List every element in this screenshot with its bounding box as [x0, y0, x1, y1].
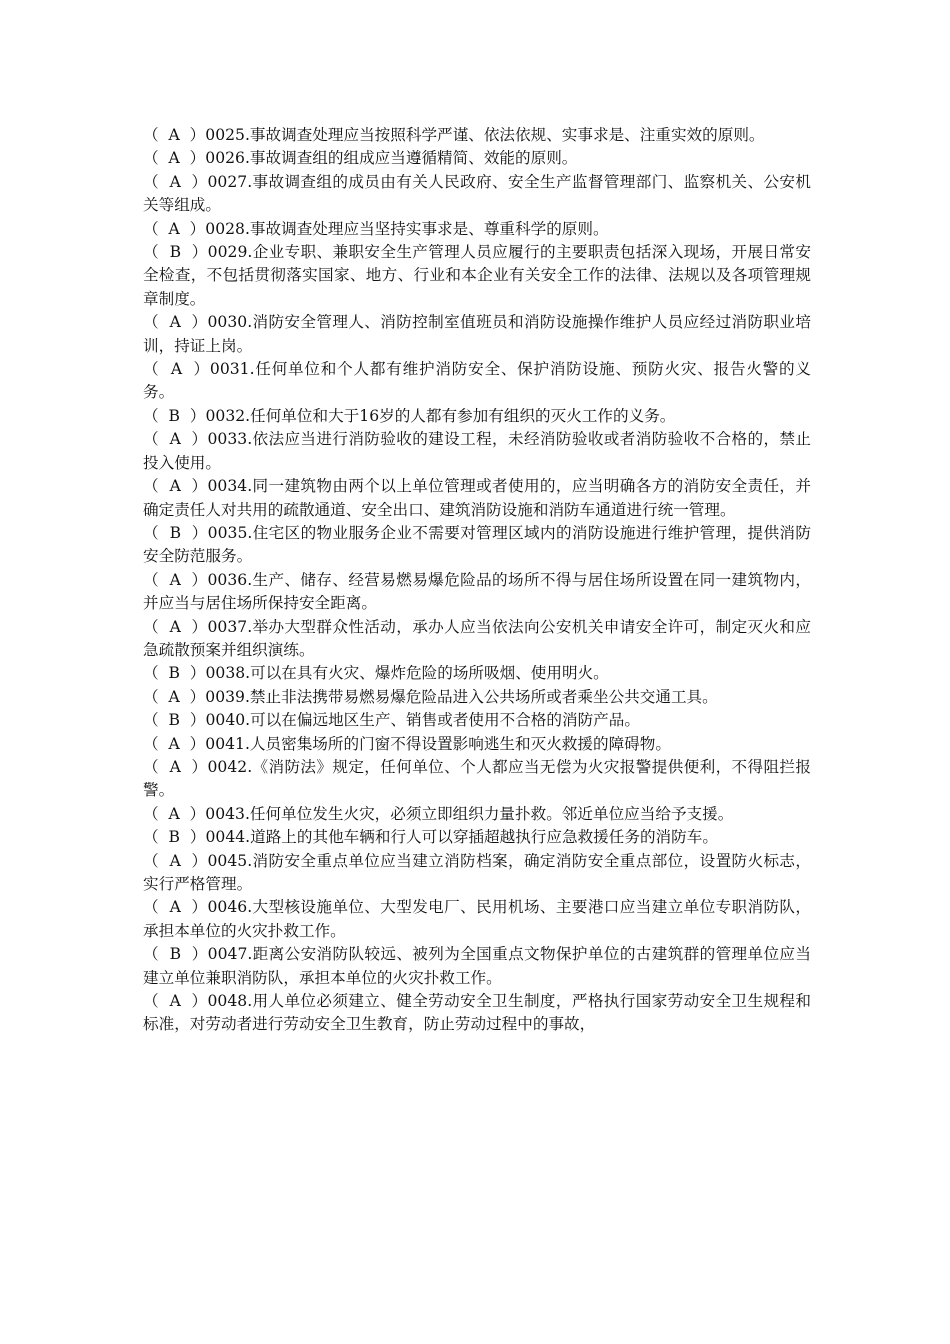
question-item: （ B ）0044.道路上的其他车辆和行人可以穿插超越执行应急救援任务的消防车。	[143, 828, 718, 847]
question-item: （ A ）0042.《消防法》规定，任何单位、个人都应当无偿为火灾报警提供便利，不得阻拦报警。	[143, 757, 811, 800]
question-item: （ B ）0038.可以在具有火灾、爆炸危险的场所吸烟、使用明火。	[143, 664, 609, 683]
question-item: （ A ）0031.任何单位和个人都有维护消防安全、保护消防设施、预防火灾、报告火警的义务。	[143, 360, 811, 402]
question-item: （ A ）0043.任何单位发生火灾，必须立即组织力量扑救。邻近单位应当给予支援。	[143, 804, 734, 823]
question-item: （ B ）0032.任何单位和大于16岁的人都有参加有组织的灭火工作的义务。	[143, 406, 676, 425]
question-item: （ B ）0035.住宅区的物业服务企业不需要对管理区域内的消防设施进行维护管理，提供消防安全防范服务。	[143, 523, 811, 566]
question-item: （ A ）0033.依法应当进行消防验收的建设工程，未经消防验收或者消防验收不合格的，禁止投入使用。	[143, 430, 811, 472]
question-item: （ A ）0034.同一建筑物由两个以上单位管理或者使用的，应当明确各方的消防安全责任，并确定责任人对共用的疏散通道、安全出口、建筑消防设施和消防车通道进行统一管理。	[143, 477, 811, 519]
question-list	[143, 124, 811, 1037]
question-item: （ A ）0027.事故调查组的成员由有关人民政府、安全生产监督管理部门、监察机关、公安机关等组成。	[143, 172, 811, 215]
question-item: （ B ）0047.距离公安消防队较远、被列为全国重点文物保护单位的古建筑群的管理单位应当建立单位兼职消防队，承担本单位的火灾扑救工作。	[143, 945, 811, 987]
question-item: （ A ）0045.消防安全重点单位应当建立消防档案，确定消防安全重点部位，设置防火标志，实行严格管理。	[143, 851, 811, 893]
question-item: （ A ）0048.用人单位必须建立、健全劳动安全卫生制度，严格执行国家劳动安全卫生规程和标准，对劳动者进行劳动安全卫生教育，防止劳动过程中的事故，	[143, 992, 811, 1034]
question-item: （ A ）0039.禁止非法携带易燃易爆危险品进入公共场所或者乘坐公共交通工具。	[143, 687, 718, 706]
question-item: （ A ）0028.事故调查处理应当坚持实事求是、尊重科学的原则。	[143, 219, 609, 238]
question-item: （ A ）0036.生产、储存、经营易燃易爆危险品的场所不得与居住场所设置在同一建筑物内，并应当与居住场所保持安全距离。	[143, 570, 811, 613]
question-item: （ A ）0026.事故调查组的组成应当遵循精简、效能的原则。	[143, 149, 578, 168]
question-item: （ B ）0040.可以在偏远地区生产、销售或者使用不合格的消防产品。	[143, 711, 640, 730]
question-item: （ A ）0037.举办大型群众性活动，承办人应当依法向公安机关申请安全许可，制定灭火和应急疏散预案并组织演练。	[143, 617, 811, 659]
question-item: （ A ）0030.消防安全管理人、消防控制室值班员和消防设施操作维护人员应经过消防职业培训，持证上岗。	[143, 313, 811, 355]
question-item: （ A ）0025.事故调查处理应当按照科学严谨、依法依规、实事求是、注重实效的原则。	[143, 126, 765, 144]
question-item: （ A ）0041.人员密集场所的门窗不得设置影响逃生和灭火救援的障碍物。	[143, 734, 671, 753]
question-item: （ B ）0029.企业专职、兼职安全生产管理人员应履行的主要职责包括深入现场，开展日常安全检查，不包括贯彻落实国家、地方、行业和本企业有关安全工作的法律、法规以及各项管理规章制度。	[143, 243, 811, 308]
question-item: （ A ）0046.大型核设施单位、大型发电厂、民用机场、主要港口应当建立单位专职消防队，承担本单位的火灾扑救工作。	[143, 898, 811, 940]
